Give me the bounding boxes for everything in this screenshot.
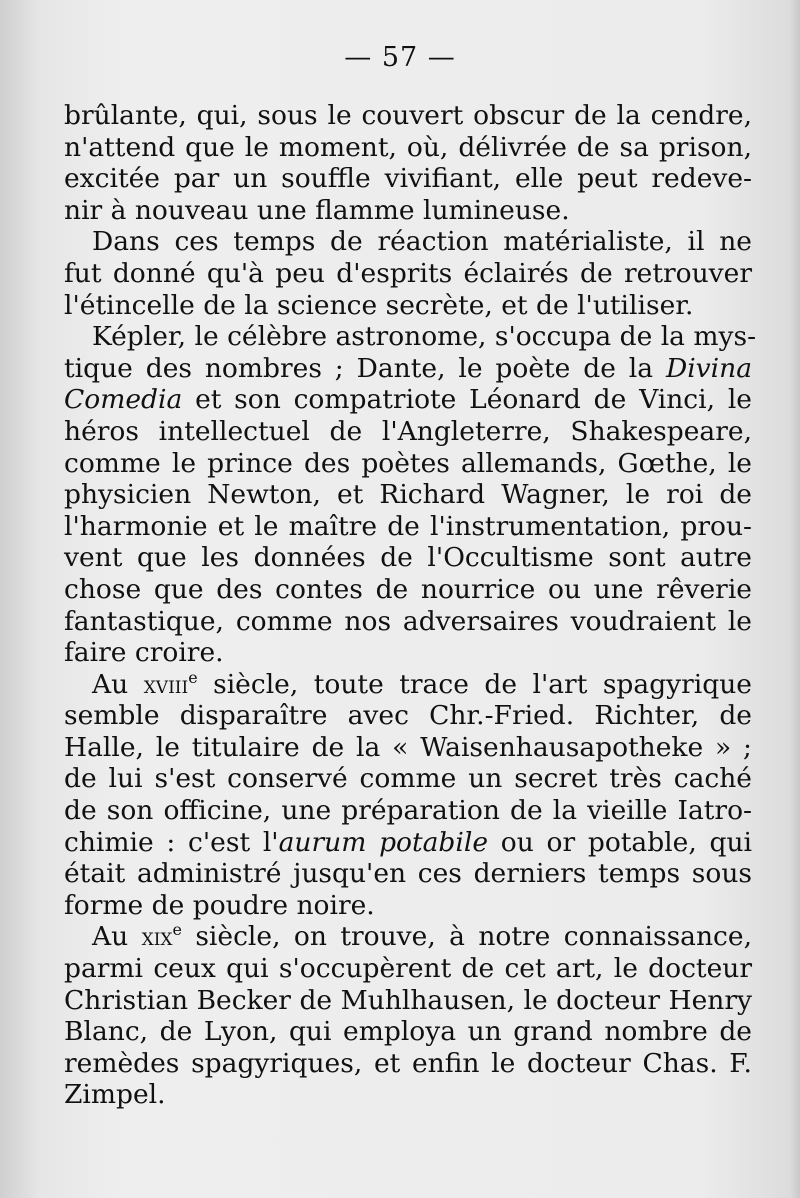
text-segment: fut donné qu'à peu d'esprits éclairés de retrouver [64, 257, 752, 289]
text-line [64, 353, 752, 385]
text-segment: semble disparaître avec Chr.-Fried. Richter, de [64, 700, 752, 732]
text-segment: de lui s'est conservé comme un secret très caché [64, 763, 752, 795]
text-segment: vent que les données de l'Occultisme sont autre [64, 542, 752, 574]
text-line [64, 985, 752, 1017]
text-segment: Képler, le célèbre astronome, s'occupa de la mys- [92, 321, 757, 353]
text-segment: faire croire. [64, 637, 224, 669]
text-segment: remèdes spagyriques, et enfin le docteur Chas. F. [64, 1047, 752, 1079]
text-segment: nir à nouveau une flamme lumineuse. [64, 194, 570, 226]
text-segment: brûlante, qui, sous le couvert obscur de la cendre, [64, 100, 752, 131]
text-line [64, 321, 757, 353]
text-segment: comme le prince des poètes allemands, Gœthe, le [64, 447, 752, 479]
text-line [64, 163, 752, 195]
text-line [64, 100, 752, 132]
text-line [64, 195, 752, 227]
text-segment: Au [92, 921, 142, 953]
text-segment: fantastique, comme nos adversaires voudraient le [64, 605, 752, 637]
text-line [64, 479, 752, 511]
text-line [64, 258, 752, 290]
text-segment: Au [92, 668, 144, 700]
text-segment: physicien Newton, et Richard Wagner, le roi de [64, 479, 752, 511]
text-line [64, 511, 752, 543]
text-segment: de son officine, une préparation de la vieille Iatro- [64, 795, 752, 827]
text-line [64, 637, 752, 669]
text-line [64, 606, 752, 638]
body-text [64, 100, 757, 1111]
text-segment: e [172, 920, 182, 940]
text-segment: l'harmonie et le maître de l'instrumentation, prou- [64, 510, 752, 542]
text-segment: l'étincelle de la science secrète, et de l'utiliser. [64, 289, 694, 321]
text-segment: excitée par un souffle vivifiant, elle peut redeve- [64, 163, 752, 195]
text-line [64, 290, 752, 322]
text-line [64, 226, 752, 258]
text-line [64, 795, 752, 827]
text-line [64, 542, 752, 574]
text-segment: Comedia [64, 384, 183, 416]
text-line [64, 732, 752, 764]
text-segment: Christian Becker de Muhlhausen, le docteur Henry [64, 984, 752, 1016]
text-segment: forme de poudre noire. [64, 889, 375, 921]
text-segment: aurum potabile [278, 826, 489, 858]
text-segment: xix [141, 922, 173, 952]
text-segment: ou or potable, qui [488, 826, 752, 858]
text-line [64, 921, 752, 953]
text-segment: n'attend que le moment, où, délivrée de sa prison, [64, 131, 752, 163]
text-segment: Dans ces temps de réaction matérialiste, il ne [92, 226, 752, 258]
text-segment: Divina [665, 352, 752, 384]
text-line [64, 1048, 752, 1080]
text-segment: héros intellectuel de l'Angleterre, Shakespeare, [64, 415, 752, 447]
text-line [64, 132, 752, 164]
text-segment: chose que des contes de nourrice ou une rêverie [64, 573, 752, 605]
text-line [64, 953, 752, 985]
text-segment: Blanc, de Lyon, qui employa un grand nombre de [64, 1016, 752, 1048]
text-line [64, 827, 752, 859]
text-line [64, 890, 752, 922]
text-segment: e [188, 667, 198, 687]
text-segment: siècle, toute trace de l'art spagyrique [197, 668, 752, 700]
text-segment: chimie : c'est l' [64, 826, 279, 858]
text-segment: parmi ceux qui s'occupèrent de cet art, le docteur [64, 953, 752, 985]
text-segment: siècle, on trouve, à notre connaissance, [181, 921, 752, 953]
text-segment: xviii [143, 669, 189, 699]
text-segment: tique des nombres ; Dante, le poète de la [64, 352, 666, 384]
text-segment: Zimpel. [64, 1079, 166, 1111]
text-line [64, 1016, 752, 1048]
text-line [64, 669, 752, 701]
text-line [64, 858, 752, 890]
text-line [64, 1079, 752, 1111]
text-line [64, 700, 752, 732]
text-line [64, 448, 752, 480]
text-line [64, 574, 752, 606]
text-segment: et son compatriote Léonard de Vinci, le [182, 384, 752, 416]
page-number: — 57 — [344, 42, 456, 73]
text-line [64, 763, 752, 795]
text-segment: était administré jusqu'en ces derniers temps sous [64, 858, 752, 890]
text-line [64, 416, 752, 448]
text-line [64, 384, 752, 416]
text-segment: Halle, le titulaire de la « Waisenhausapotheke » ; [64, 731, 752, 763]
